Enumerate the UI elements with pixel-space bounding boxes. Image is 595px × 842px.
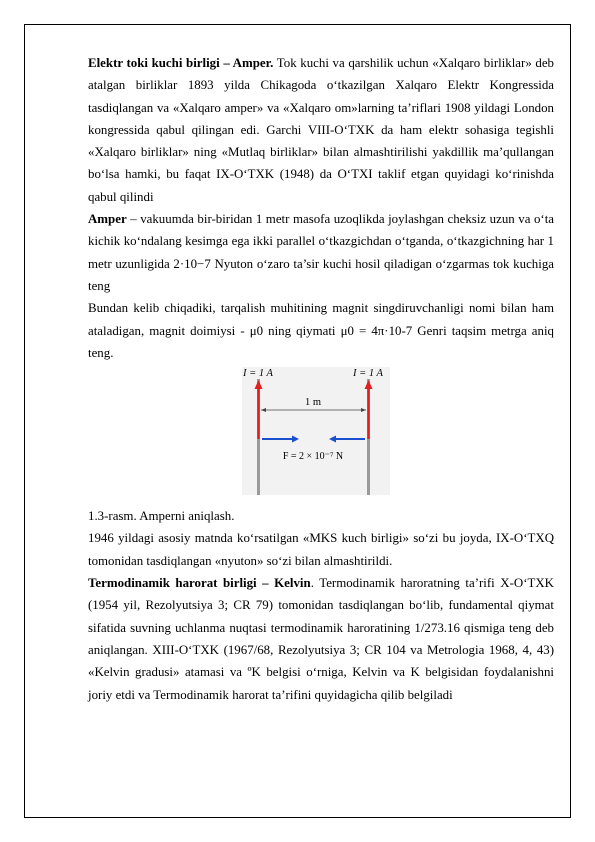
paragraph-kelvin: Termodinamik harorat birligi – Kelvin. Termodinamik haroratning ta’rifi X-O‘TXK (1954 yil, Rezolyutsiya 3; CR 79) tomonidan tasdiqlangan bo‘lib, fundamental qiymat sifatida suvning uchlanma nuqtasi termodinamik haroratining 1/273.16 qismiga teng deb aniqlangan. XIII-O‘TXK (1967/68, Rezolyutsiya 3; CR 104 va Metrologia 1968, 4, 43) «Kelvin gradusi» atamasi va ºK belgisi o‘rniga, Kelvin va K belgisidan foydalanishni joriy etdi va Termodinamik harorat ta’rifini quyidagicha qilib belgiladi [88, 576, 554, 702]
current-label-right: I = 1 A [353, 368, 383, 380]
paragraph-ampere-history: Elektr toki kuchi birligi – Amper. Tok kuchi va qarshilik uchun «Xalqaro birliklar» deb atalgan birliklar 1893 yilda Chikagoda o‘tkazilgan Xalqaro Elektr Kongressida tasdiqlangan va «Xalqaro amper» va «Xalqaro om»larning ta’riflari 1908 yildagi London kongressida qabul qilingan edi. Garchi VIII-O‘TXK da ham elektr sohasiga tegishli «Xalqaro birliklar» ning «Mutlaq birliklar» bilan almashtirilishi yakdillik ma’qullangan bo‘lsa hamki, bu faqat IX-O‘TXK (1948) da O‘TXI taklif etgan quyidagi ko‘rinishda qabul qilindi [88, 56, 555, 204]
term-amper: Amper [88, 212, 127, 227]
ampere-diagram [242, 367, 390, 495]
paragraph-ampere-definition: Amper – vakuumda bir-biridan 1 metr masofa uzoqlikda joylashgan cheksiz uzun va o‘ta kichik ko‘ndalang kesimga ega ikki parallel o‘tkazgichdan o‘tganda, o‘tkazgichning har 1 metr uzunligida 2·10−7 Nyuton o‘zaro ta’sir kuchi hosil qiladigan o‘zgarmas tok kuchiga teng [88, 212, 554, 293]
heading-ampere: Elektr toki kuchi birligi – Amper. [88, 56, 274, 70]
distance-label: 1 m [304, 397, 322, 409]
paragraph-newton: 1946 yildagi asosiy matnda ko‘rsatilgan «MKS kuch birligi» so‘zi bu joyda, IX-O‘TXQ tomonidan tasdiqlangan «nyuton» so‘zi bilan almashtirildi. [88, 531, 554, 568]
force-label: F = 2 × 10⁻⁷ N [282, 451, 344, 463]
current-label-left: I = 1 A [243, 368, 273, 380]
figure-container [88, 367, 554, 505]
paragraph-magnetic-constant: Bundan kelib chiqadiki, tarqalish muhitining magnit singdiruvchanligi nomi bilan ham ataladigan, magnit doimiysi - μ0 ning qiymati μ0 = 4π·10-7 Genri taqsim metrga aniq teng. [88, 301, 554, 360]
heading-kelvin: Termodinamik harorat birligi – Kelvin [88, 576, 311, 591]
document-body [88, 52, 554, 706]
figure-caption: 1.3-rasm. Amperni aniqlash. [88, 509, 235, 524]
